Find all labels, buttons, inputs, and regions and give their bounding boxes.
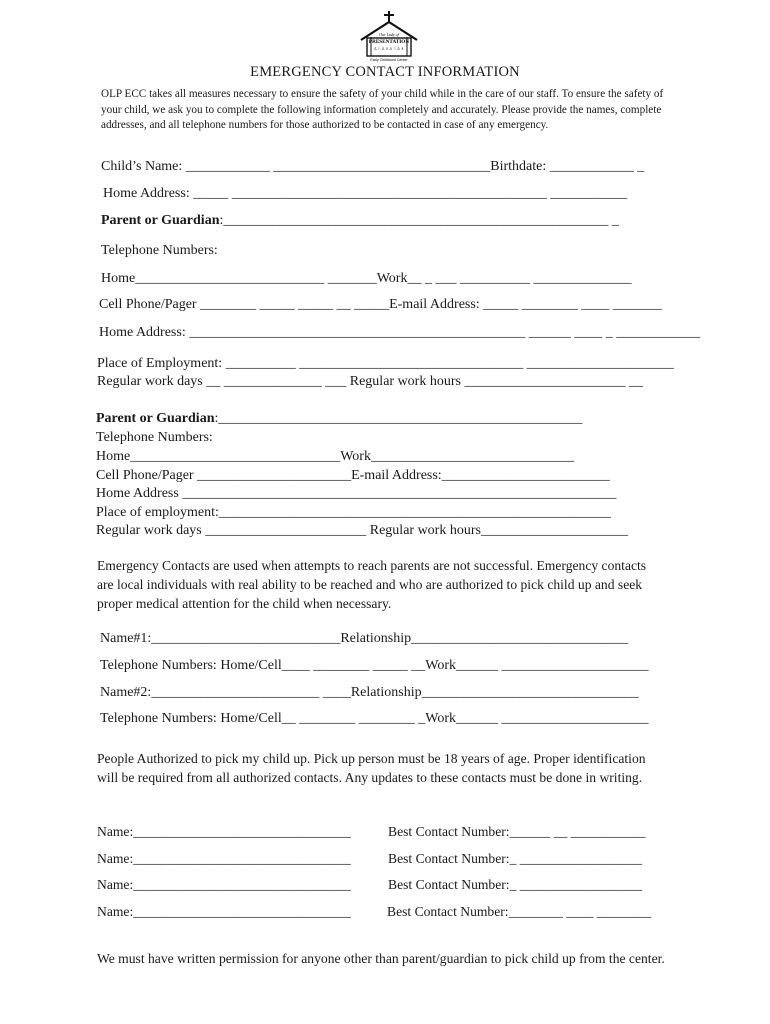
emergency-contacts-paragraph: Emergency Contacts are used when attempts to reach parents are not successful. Emergency contacts are local individuals with real ability to be reached and who are authorized to pick child up and seek proper medical attention for the child when necessary. xyxy=(97,558,647,611)
logo-line1: Our Lady of xyxy=(379,32,399,37)
contact2-phone-field[interactable]: Telephone Numbers: Home/Cell__ ________ ________ _Work______ _____________________ xyxy=(100,711,649,726)
guardian1-name-line[interactable]: :_______________________________________________________ _ xyxy=(219,213,619,228)
authorized4-number-field[interactable]: Best Contact Number:________ ____ ________ xyxy=(387,904,652,919)
child-name-field[interactable]: Child’s Name: ____________ _______________________________Birthdate: ____________ _ xyxy=(101,159,645,174)
authorized1-number-field[interactable]: Best Contact Number:______ __ ___________ xyxy=(388,824,646,839)
authorized4-name-field[interactable]: Name:________________________________ xyxy=(97,904,351,919)
guardian2-employment-field[interactable]: Place of employment:________________________________________________________ xyxy=(96,505,611,520)
intro-paragraph: OLP ECC takes all measures necessary to ensure the safety of your child while in the care of our staff. To ensure the safety of your child, we ask you to complete the following information completely and accurately. Please provide the names, complete addresses, and all telephone numbers for those authorized to be contacted in case of any emergency. xyxy=(101,88,664,131)
guardian1-phones-label: Telephone Numbers: xyxy=(101,243,218,258)
guardian1-home-work-field[interactable]: Home___________________________ _______Work__ _ ___ __________ ______________ xyxy=(101,271,632,286)
form-title: EMERGENCY CONTACT INFORMATION xyxy=(250,64,520,80)
authorized3-number-field[interactable]: Best Contact Number:_ __________________ xyxy=(388,877,643,892)
guardian1-workdays-field[interactable]: Regular work days __ ______________ ___ Regular work hours _______________________ __ xyxy=(97,374,643,389)
guardian1-field[interactable] xyxy=(101,213,619,229)
svg-text:♙♘♙♗♙♘♙♗: ♙♘♙♗♙♘♙♗ xyxy=(373,46,405,51)
guardian2-phones-label: Telephone Numbers: xyxy=(96,430,213,445)
guardian1-employment-field[interactable]: Place of Employment: __________ ________________________________ _____________________ xyxy=(97,356,674,371)
authorized1-name-field[interactable]: Name:________________________________ xyxy=(97,824,351,839)
pickup-authorization-paragraph: People Authorized to pick my child up. Pick up person must be 18 years of age. Proper identification will be required from all authorized contacts. Any updates to these contacts must be done in writing. xyxy=(97,751,646,785)
guardian2-address-field[interactable]: Home Address ______________________________________________________________ xyxy=(96,486,617,501)
guardian2-heading: Parent or Guardian xyxy=(96,411,215,426)
guardian2-workdays-field[interactable]: Regular work days _______________________ Regular work hours_____________________ xyxy=(96,523,628,538)
contact2-name-field[interactable]: Name#2:________________________ ____Relationship_______________________________ xyxy=(100,685,639,700)
authorized2-number-field[interactable]: Best Contact Number:_ __________________ xyxy=(388,851,643,866)
school-logo-icon xyxy=(358,10,420,62)
authorized2-name-field[interactable]: Name:________________________________ xyxy=(97,851,351,866)
guardian1-heading: Parent or Guardian xyxy=(101,213,220,228)
guardian2-name-line[interactable]: :____________________________________________________ xyxy=(214,411,583,426)
guardian2-cell-email-field[interactable]: Cell Phone/Pager ______________________E-mail Address:________________________ xyxy=(96,468,610,483)
guardian2-field[interactable] xyxy=(96,411,582,427)
written-permission-note: We must have written permission for anyone other than parent/guardian to pick child up from the center. xyxy=(97,951,665,966)
logo-line2: PRESENTATION xyxy=(368,39,410,45)
child-address-field[interactable]: Home Address: _____ _____________________________________________ ___________ xyxy=(103,186,628,201)
authorized3-name-field[interactable]: Name:________________________________ xyxy=(97,877,351,892)
guardian2-home-work-field[interactable]: Home______________________________Work_____________________________ xyxy=(96,449,574,464)
guardian1-address-field[interactable]: Home Address: ________________________________________________ ______ ____ _ ____________ xyxy=(99,325,701,340)
contact1-name-field[interactable]: Name#1:___________________________Relationship_______________________________ xyxy=(100,631,629,646)
logo-line3: Early Childhood Center xyxy=(370,58,408,62)
contact1-phone-field[interactable]: Telephone Numbers: Home/Cell____ ________ _____ __Work______ _____________________ xyxy=(100,658,649,673)
guardian1-cell-email-field[interactable]: Cell Phone/Pager ________ _____ _____ __ _____E-mail Address: _____ ________ ____ _______ xyxy=(99,297,662,312)
